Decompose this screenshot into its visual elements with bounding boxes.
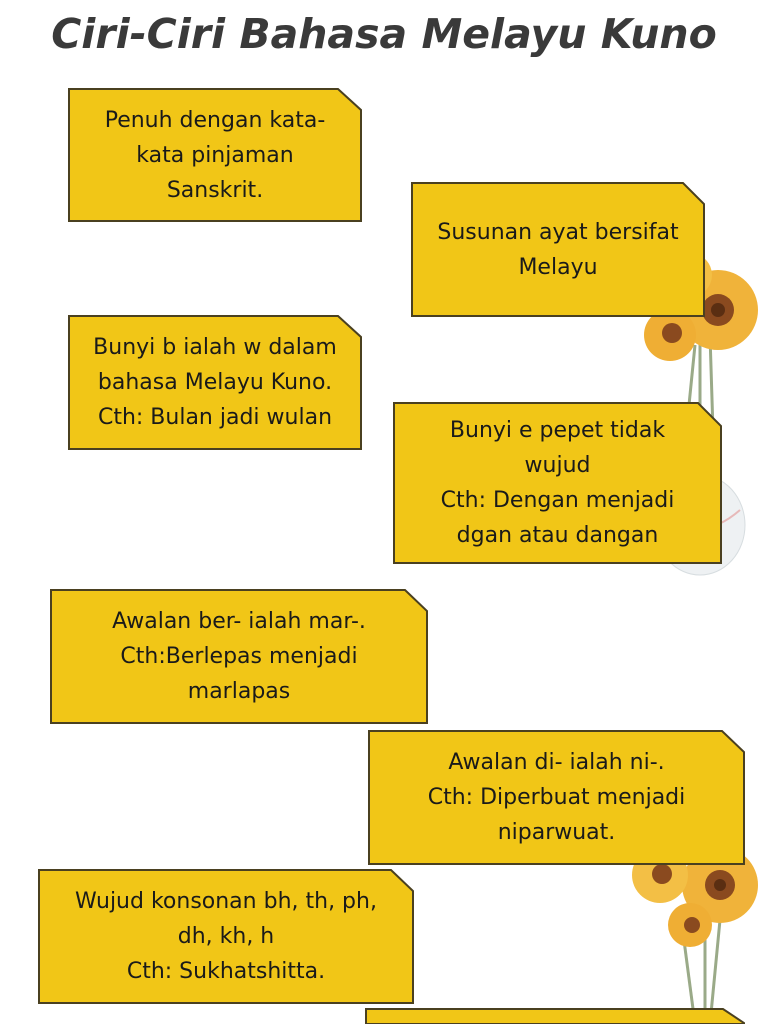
note-line: Melayu bbox=[518, 254, 598, 280]
note-line: dgan atau dangan bbox=[456, 523, 659, 548]
note-card bbox=[411, 182, 705, 317]
sunflower-bouquet-icon bbox=[610, 850, 768, 1024]
note-line: Awalan ber- ialah mar-. bbox=[112, 609, 366, 634]
note-card bbox=[68, 315, 362, 450]
note-line: Cth: Diperbuat menjadi bbox=[427, 785, 686, 810]
note-card bbox=[368, 730, 745, 865]
note-line: marlapas bbox=[187, 679, 291, 704]
note-line: bahasa Melayu Kuno. bbox=[97, 370, 333, 395]
note-line: Awalan di- ialah ni-. bbox=[448, 750, 665, 775]
note-card bbox=[68, 88, 362, 222]
note-line: Cth: Dengan menjadi bbox=[440, 488, 675, 513]
note-line: Wujud konsonan bh, th, ph, bbox=[75, 889, 377, 914]
note-line: Penuh dengan kata- bbox=[104, 107, 326, 133]
note-line: Susunan ayat bersifat bbox=[437, 219, 679, 245]
note-line: niparwuat. bbox=[497, 820, 616, 845]
page-title: Ciri-Ciri Bahasa Melayu Kuno bbox=[51, 10, 717, 58]
note-line: kata pinjaman bbox=[136, 142, 294, 168]
note-card bbox=[50, 589, 428, 724]
note-line: dh, kh, h bbox=[177, 924, 275, 949]
note-line: Cth: Bulan jadi wulan bbox=[97, 405, 333, 430]
note-card bbox=[38, 869, 414, 1004]
note-card bbox=[393, 402, 722, 564]
note-line: Cth: Sukhatshitta. bbox=[126, 959, 326, 984]
note-card bbox=[365, 1008, 745, 1024]
note-line: Cth:Berlepas menjadi bbox=[120, 644, 358, 669]
note-line: Sanskrit. bbox=[166, 177, 264, 203]
note-line: Bunyi e pepet tidak bbox=[449, 418, 666, 443]
note-line: Bunyi b ialah w dalam bbox=[93, 335, 337, 360]
note-line: wujud bbox=[524, 453, 591, 478]
